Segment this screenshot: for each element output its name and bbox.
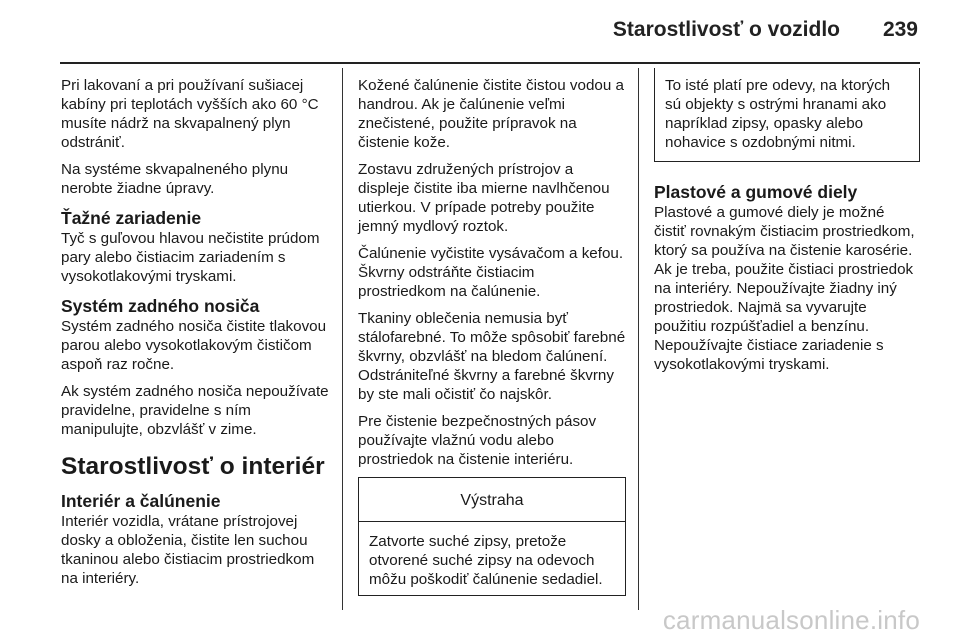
- warning-box: [358, 477, 626, 596]
- page-number: 239: [882, 18, 918, 41]
- warning-box-continued: [654, 68, 920, 162]
- warning-text: Zatvorte suché zipsy, pretože otvorené suché zipsy na odevoch môžu poškodiť čalúnenie sedadiel.: [369, 533, 603, 588]
- paragraph: Plastové a gumové diely je možné čistiť rovnakým čistiacim prostriedkom, ktorý sa používa na čistenie karosérie. Ak je treba, použite čistiaci prostriedok na interiéry. Nepoužívajte žiadny iný prostriedok. Najmä sa vyvarujte použitiu rozpúšťadiel a benzínu. Nepoužívajte čistiace zariadenie s vysokotlakovými tryskami.: [654, 204, 915, 373]
- section-heading-rack: Systém zadného nosiča: [61, 296, 260, 316]
- column-1: [61, 76, 329, 596]
- paragraph: Tyč s guľovou hlavou nečistite prúdom pary alebo čistiacim zariadením s vysokotlakovými tryskami.: [61, 230, 320, 285]
- paragraph: Pri lakovaní a pri používaní sušiacej kabíny pri teplotách vyšších ako 60 °C musíte nádrž na skvapalnený plyn odstrániť.: [61, 77, 319, 151]
- section-heading-plastic: Plastové a gumové diely: [654, 182, 858, 202]
- section-heading-tow: Ťažné zariadenie: [61, 208, 202, 228]
- column-3: [654, 76, 920, 382]
- warning-text-continued: To isté platí pre odevy, na ktorých sú objekty s ostrými hranami ako napríklad zipsy, opasky alebo nohavice s ozdobnými nitmi.: [665, 77, 891, 151]
- column-divider: [638, 68, 639, 610]
- paragraph: Tkaniny oblečenia nemusia byť stálofarebné. To môže spôsobiť farebné škvrny, obzvlášť na bledom čalúnení. Odstrániteľné škvrny a farebné škvrny by ste mali očistiť čo najskôr.: [358, 310, 626, 403]
- paragraph: Čalúnenie vyčistite vysávačom a kefou. Škvrny odstráňte čistiacim prostriedkom na čalúnenie.: [358, 245, 624, 300]
- warning-title: Výstraha: [359, 478, 625, 522]
- paragraph: Zostavu združených prístrojov a displeje čistite iba mierne navlhčenou utierkou. V prípade potreby použite jemný mydlový roztok.: [358, 161, 610, 235]
- column-2: [358, 76, 626, 596]
- paragraph: Interiér vozidla, vrátane prístrojovej dosky a obloženia, čistite len suchou tkaninou alebo čistiacim prostriedkom na interiéry.: [61, 513, 315, 587]
- chapter-title: Starostlivosť o vozidlo: [612, 18, 840, 41]
- paragraph: Kožené čalúnenie čistite čistou vodou a handrou. Ak je čalúnenie veľmi znečistené, použite prípravok na čistenie kože.: [358, 77, 624, 151]
- paragraph: Na systéme skvapalneného plynu nerobte žiadne úpravy.: [61, 161, 289, 197]
- paragraph: Ak systém zadného nosiča nepoužívate pravidelne, pravidelne s ním manipulujte, obzvlášť v zime.: [61, 383, 329, 438]
- column-divider: [342, 68, 343, 610]
- chapter-heading-interior: Starostlivosť o interiér: [61, 453, 325, 480]
- paragraph: Systém zadného nosiča čistite tlakovou parou alebo vysokotlakovým čističom aspoň raz ročne.: [61, 318, 327, 373]
- paragraph: Pre čistenie bezpečnostných pásov používajte vlažnú vodu alebo prostriedok na čistenie interiéru.: [358, 413, 597, 468]
- section-heading-upholstery: Interiér a čalúnenie: [61, 491, 221, 511]
- page-header: [60, 0, 920, 64]
- watermark: carmanualsonline.info: [662, 605, 920, 635]
